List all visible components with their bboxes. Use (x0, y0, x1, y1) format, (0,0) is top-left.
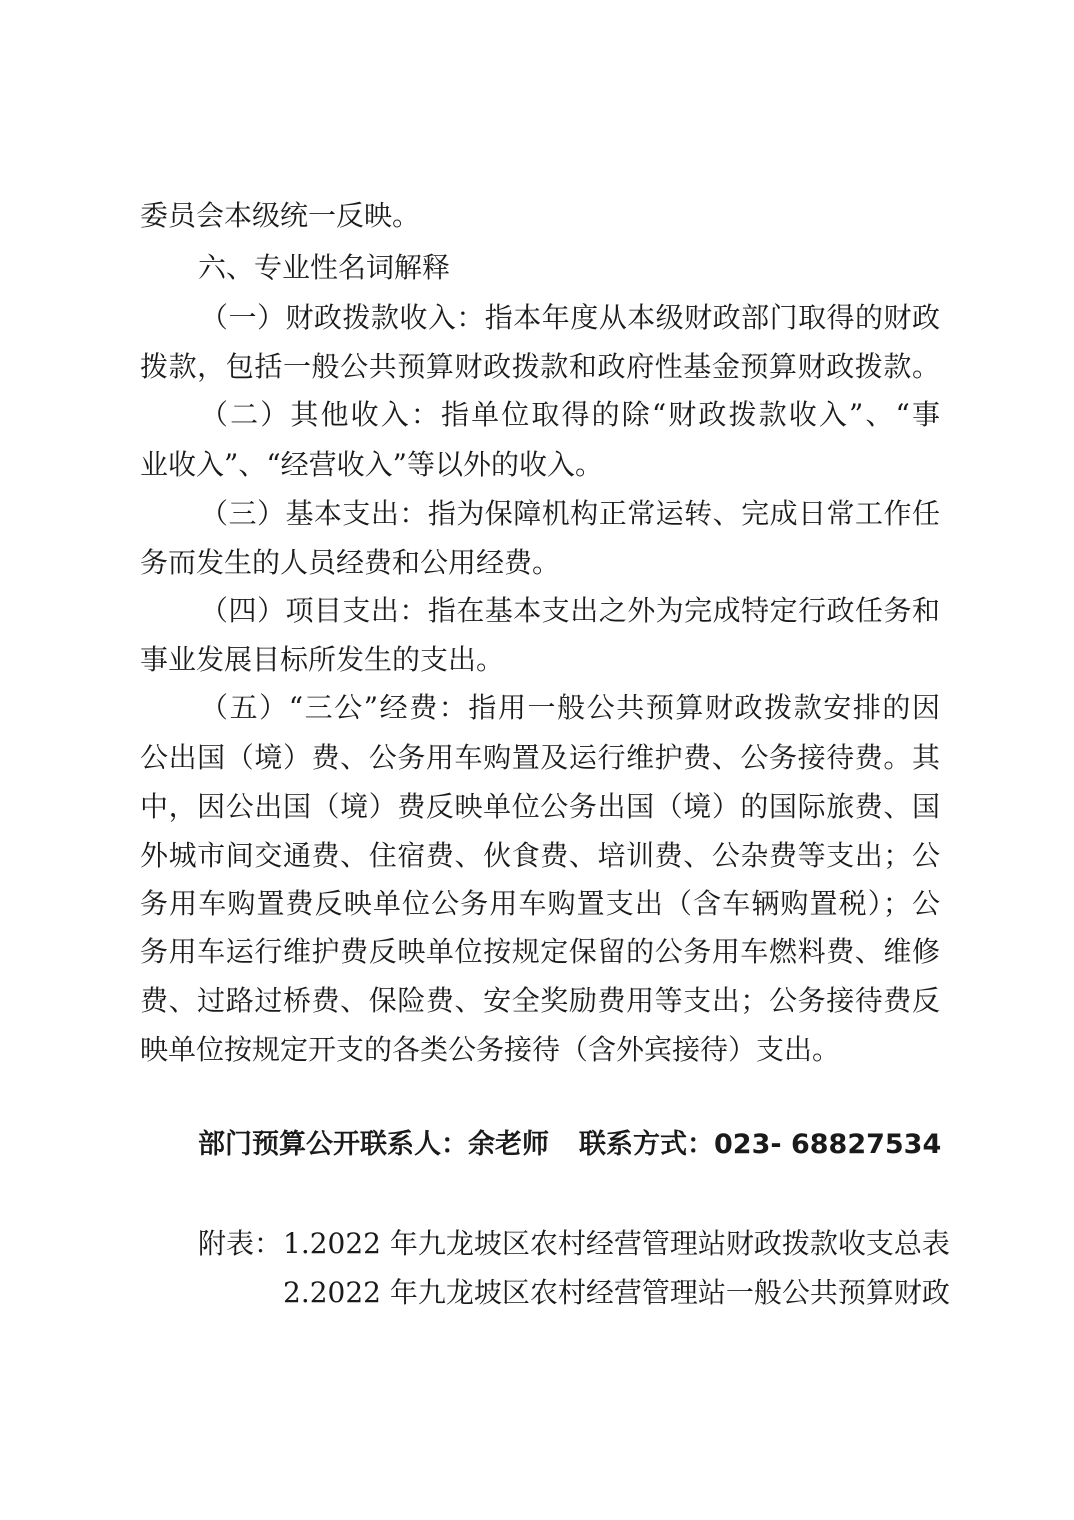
attachment-item-1: 1.2022 年九龙坡区农村经营管理站财政拨款收支总表 (283, 1227, 950, 1260)
paragraph-3-line-2: 务而发生的人员经费和公用经费。 (140, 546, 561, 579)
section-heading: 六、专业性名词解释 (198, 251, 451, 284)
paragraph-1-line-1: （一）财政拨款收入：指本年度从本级财政部门取得的财政 (200, 301, 940, 334)
paragraph-5-line-4: 外城市间交通费、住宿费、伙食费、培训费、公杂费等支出；公 (140, 839, 940, 872)
contact-phone: 联系方式：023- 68827534 (579, 1129, 942, 1160)
paragraph-5-line-5: 务用车购置费反映单位公务用车购置支出（含车辆购置税）；公 (140, 887, 940, 920)
paragraph-4-line-2: 事业发展目标所发生的支出。 (140, 643, 505, 676)
contact-line (198, 1125, 941, 1165)
attachments-label: 附表： (198, 1227, 283, 1260)
contact-person: 部门预算公开联系人：余老师 (198, 1129, 549, 1160)
paragraph-2-line-1: （二）其他收入：指单位取得的除“财政拨款收入”、“事 (200, 398, 940, 431)
paragraph-4-line-1: （四）项目支出：指在基本支出之外为完成特定行政任务和 (200, 594, 940, 627)
paragraph-5-line-2: 公出国（境）费、公务用车购置及运行维护费、公务接待费。其 (140, 741, 940, 774)
paragraph-5-line-8: 映单位按规定开支的各类公务接待（含外宾接待）支出。 (140, 1033, 841, 1066)
attachment-item-2: 2.2022 年九龙坡区农村经营管理站一般公共预算财政 (283, 1276, 950, 1309)
paragraph-3-line-1: （三）基本支出：指为保障机构正常运转、完成日常工作任 (200, 497, 940, 530)
paragraph-5-line-3: 中，因公出国（境）费反映单位公务出国（境）的国际旅费、国 (140, 790, 940, 823)
paragraph-5-line-1: （五）“三公”经费：指用一般公共预算财政拨款安排的因 (200, 691, 940, 724)
body-text-line: 委员会本级统一反映。 (140, 199, 421, 232)
paragraph-5-line-6: 务用车运行维护费反映单位按规定保留的公务用车燃料费、维修 (140, 935, 940, 968)
paragraph-1-line-2: 拨款，包括一般公共预算财政拨款和政府性基金预算财政拨款。 (140, 350, 940, 383)
paragraph-2-line-2: 业收入”、“经营收入”等以外的收入。 (140, 448, 603, 481)
paragraph-5-line-7: 费、过路过桥费、保险费、安全奖励费用等支出；公务接待费反 (140, 984, 940, 1017)
